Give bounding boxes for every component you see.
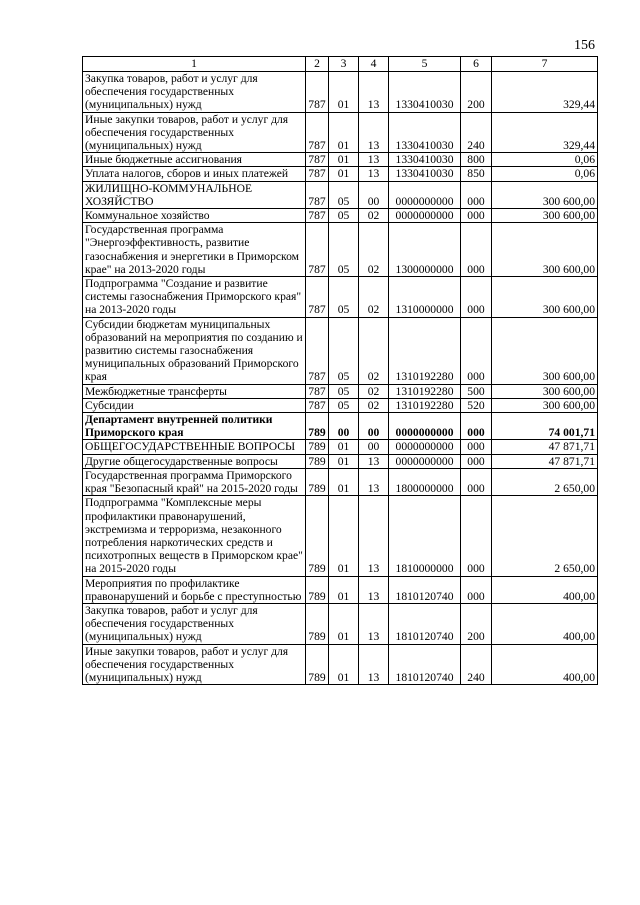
row-section-cell: 01 <box>329 576 359 603</box>
row-type-cell: 000 <box>461 576 492 603</box>
row-article-cell: 1330410030 <box>389 112 461 153</box>
header-cell: 5 <box>389 57 461 72</box>
row-section-cell: 01 <box>329 167 359 181</box>
row-amount-cell: 300 600,00 <box>492 384 598 398</box>
row-amount-cell: 0,06 <box>492 167 598 181</box>
row-article-cell: 1800000000 <box>389 468 461 495</box>
table-row <box>83 181 598 208</box>
row-section-cell: 00 <box>329 413 359 440</box>
row-section-cell: 01 <box>329 440 359 454</box>
table-row <box>83 603 598 644</box>
row-section-cell: 05 <box>329 398 359 412</box>
row-subsection-cell: 13 <box>359 112 389 153</box>
row-name-cell: Субсидии бюджетам муниципальных образований на мероприятия по созданию и развитию системы газоснабжения муниципальных образований Приморского края <box>83 317 306 384</box>
row-code-cell: 787 <box>306 277 329 318</box>
table-row <box>83 496 598 576</box>
table-row <box>83 72 598 113</box>
row-article-cell: 1300000000 <box>389 223 461 277</box>
row-subsection-cell: 13 <box>359 153 389 167</box>
table-row <box>83 644 598 685</box>
row-article-cell: 1310192280 <box>389 398 461 412</box>
row-subsection-cell: 00 <box>359 440 389 454</box>
row-name-cell: Межбюджетные трансферты <box>83 384 306 398</box>
table-row <box>83 576 598 603</box>
row-code-cell: 787 <box>306 317 329 384</box>
row-type-cell: 000 <box>461 454 492 468</box>
row-section-cell: 05 <box>329 209 359 223</box>
row-code-cell: 787 <box>306 181 329 208</box>
row-article-cell: 1810120740 <box>389 603 461 644</box>
row-amount-cell: 2 650,00 <box>492 496 598 576</box>
row-amount-cell: 400,00 <box>492 576 598 603</box>
row-type-cell: 000 <box>461 496 492 576</box>
row-section-cell: 01 <box>329 153 359 167</box>
row-subsection-cell: 00 <box>359 413 389 440</box>
row-type-cell: 200 <box>461 72 492 113</box>
table-row <box>83 398 598 412</box>
header-cell: 7 <box>492 57 598 72</box>
table-row <box>83 454 598 468</box>
row-amount-cell: 47 871,71 <box>492 440 598 454</box>
row-subsection-cell: 02 <box>359 223 389 277</box>
row-article-cell: 0000000000 <box>389 413 461 440</box>
row-section-cell: 01 <box>329 112 359 153</box>
row-section-cell: 01 <box>329 468 359 495</box>
row-amount-cell: 329,44 <box>492 112 598 153</box>
row-subsection-cell: 02 <box>359 209 389 223</box>
row-type-cell: 850 <box>461 167 492 181</box>
row-code-cell: 787 <box>306 223 329 277</box>
row-article-cell: 1310192280 <box>389 384 461 398</box>
row-type-cell: 000 <box>461 413 492 440</box>
row-code-cell: 787 <box>306 384 329 398</box>
row-section-cell: 01 <box>329 644 359 685</box>
row-subsection-cell: 13 <box>359 468 389 495</box>
row-name-cell: Иные закупки товаров, работ и услуг для обеспечения государственных (муниципальных) нужд <box>83 112 306 153</box>
row-amount-cell: 0,06 <box>492 153 598 167</box>
row-subsection-cell: 13 <box>359 644 389 685</box>
row-type-cell: 240 <box>461 644 492 685</box>
row-code-cell: 787 <box>306 153 329 167</box>
row-section-cell: 01 <box>329 603 359 644</box>
header-cell: 2 <box>306 57 329 72</box>
header-cell: 6 <box>461 57 492 72</box>
row-type-cell: 000 <box>461 209 492 223</box>
row-article-cell: 1810120740 <box>389 644 461 685</box>
row-article-cell: 1330410030 <box>389 167 461 181</box>
row-subsection-cell: 13 <box>359 167 389 181</box>
table-row <box>83 413 598 440</box>
row-code-cell: 787 <box>306 209 329 223</box>
row-section-cell: 01 <box>329 72 359 113</box>
row-amount-cell: 47 871,71 <box>492 454 598 468</box>
row-name-cell: ЖИЛИЩНО-КОММУНАЛЬНОЕ ХОЗЯЙСТВО <box>83 181 306 208</box>
header-cell: 1 <box>83 57 306 72</box>
row-name-cell: Субсидии <box>83 398 306 412</box>
table-body <box>83 72 598 685</box>
row-code-cell: 789 <box>306 576 329 603</box>
row-code-cell: 789 <box>306 413 329 440</box>
row-type-cell: 000 <box>461 440 492 454</box>
row-subsection-cell: 13 <box>359 496 389 576</box>
row-name-cell: Иные закупки товаров, работ и услуг для обеспечения государственных (муниципальных) нужд <box>83 644 306 685</box>
row-type-cell: 200 <box>461 603 492 644</box>
row-article-cell: 0000000000 <box>389 181 461 208</box>
row-type-cell: 800 <box>461 153 492 167</box>
table-row <box>83 223 598 277</box>
row-name-cell: Коммунальное хозяйство <box>83 209 306 223</box>
row-section-cell: 05 <box>329 223 359 277</box>
row-subsection-cell: 13 <box>359 603 389 644</box>
table-row <box>83 384 598 398</box>
row-code-cell: 787 <box>306 112 329 153</box>
row-code-cell: 789 <box>306 496 329 576</box>
row-subsection-cell: 00 <box>359 181 389 208</box>
row-section-cell: 01 <box>329 454 359 468</box>
row-code-cell: 787 <box>306 167 329 181</box>
budget-table <box>82 56 598 685</box>
table-row <box>83 209 598 223</box>
row-subsection-cell: 13 <box>359 72 389 113</box>
page-number: 156 <box>574 38 595 53</box>
row-subsection-cell: 02 <box>359 384 389 398</box>
row-amount-cell: 300 600,00 <box>492 209 598 223</box>
row-amount-cell: 300 600,00 <box>492 223 598 277</box>
row-article-cell: 1310000000 <box>389 277 461 318</box>
row-amount-cell: 400,00 <box>492 603 598 644</box>
header-cell: 4 <box>359 57 389 72</box>
row-code-cell: 787 <box>306 72 329 113</box>
row-article-cell: 0000000000 <box>389 209 461 223</box>
row-article-cell: 0000000000 <box>389 454 461 468</box>
row-name-cell: Государственная программа Приморского края "Безопасный край" на 2015-2020 годы <box>83 468 306 495</box>
row-article-cell: 1330410030 <box>389 153 461 167</box>
row-section-cell: 05 <box>329 384 359 398</box>
row-amount-cell: 300 600,00 <box>492 181 598 208</box>
row-article-cell: 1330410030 <box>389 72 461 113</box>
row-article-cell: 1810000000 <box>389 496 461 576</box>
row-name-cell: Другие общегосударственные вопросы <box>83 454 306 468</box>
header-cell: 3 <box>329 57 359 72</box>
row-section-cell: 01 <box>329 496 359 576</box>
table-row <box>83 317 598 384</box>
row-type-cell: 000 <box>461 181 492 208</box>
row-type-cell: 500 <box>461 384 492 398</box>
row-name-cell: Государственная программа "Энергоэффективность, развитие газоснабжения и энергетики в Приморском крае" на 2013-2020 годы <box>83 223 306 277</box>
row-type-cell: 000 <box>461 468 492 495</box>
row-subsection-cell: 02 <box>359 277 389 318</box>
row-article-cell: 1310192280 <box>389 317 461 384</box>
row-code-cell: 789 <box>306 440 329 454</box>
row-amount-cell: 74 001,71 <box>492 413 598 440</box>
row-section-cell: 05 <box>329 277 359 318</box>
row-name-cell: ОБЩЕГОСУДАРСТВЕННЫЕ ВОПРОСЫ <box>83 440 306 454</box>
row-name-cell: Департамент внутренней политики Приморского края <box>83 413 306 440</box>
row-subsection-cell: 13 <box>359 454 389 468</box>
row-article-cell: 1810120740 <box>389 576 461 603</box>
row-type-cell: 000 <box>461 223 492 277</box>
row-code-cell: 789 <box>306 644 329 685</box>
row-type-cell: 520 <box>461 398 492 412</box>
header-row <box>83 57 598 72</box>
row-section-cell: 05 <box>329 181 359 208</box>
row-article-cell: 0000000000 <box>389 440 461 454</box>
table-row <box>83 277 598 318</box>
row-type-cell: 240 <box>461 112 492 153</box>
row-type-cell: 000 <box>461 277 492 318</box>
row-type-cell: 000 <box>461 317 492 384</box>
table-row <box>83 112 598 153</box>
row-subsection-cell: 02 <box>359 317 389 384</box>
row-section-cell: 05 <box>329 317 359 384</box>
row-name-cell: Иные бюджетные ассигнования <box>83 153 306 167</box>
row-amount-cell: 400,00 <box>492 644 598 685</box>
row-amount-cell: 300 600,00 <box>492 317 598 384</box>
table-row <box>83 167 598 181</box>
row-name-cell: Уплата налогов, сборов и иных платежей <box>83 167 306 181</box>
table-row <box>83 440 598 454</box>
table-row <box>83 468 598 495</box>
row-amount-cell: 2 650,00 <box>492 468 598 495</box>
row-subsection-cell: 13 <box>359 576 389 603</box>
row-amount-cell: 329,44 <box>492 72 598 113</box>
row-code-cell: 789 <box>306 454 329 468</box>
row-code-cell: 789 <box>306 468 329 495</box>
row-name-cell: Подпрограмма "Создание и развитие системы газоснабжения Приморского края" на 2013-2020 годы <box>83 277 306 318</box>
row-name-cell: Мероприятия по профилактике правонарушений и борьбе с преступностью <box>83 576 306 603</box>
row-subsection-cell: 02 <box>359 398 389 412</box>
row-name-cell: Закупка товаров, работ и услуг для обеспечения государственных (муниципальных) нужд <box>83 72 306 113</box>
row-code-cell: 787 <box>306 398 329 412</box>
row-name-cell: Закупка товаров, работ и услуг для обеспечения государственных (муниципальных) нужд <box>83 603 306 644</box>
row-name-cell: Подпрограмма "Комплексные меры профилактики правонарушений, экстремизма и терроризма, незаконного потребления наркотических средств и психотропных веществ в Приморском крае" на 2015-2020 годы <box>83 496 306 576</box>
table-row <box>83 153 598 167</box>
row-code-cell: 789 <box>306 603 329 644</box>
row-amount-cell: 300 600,00 <box>492 277 598 318</box>
row-amount-cell: 300 600,00 <box>492 398 598 412</box>
